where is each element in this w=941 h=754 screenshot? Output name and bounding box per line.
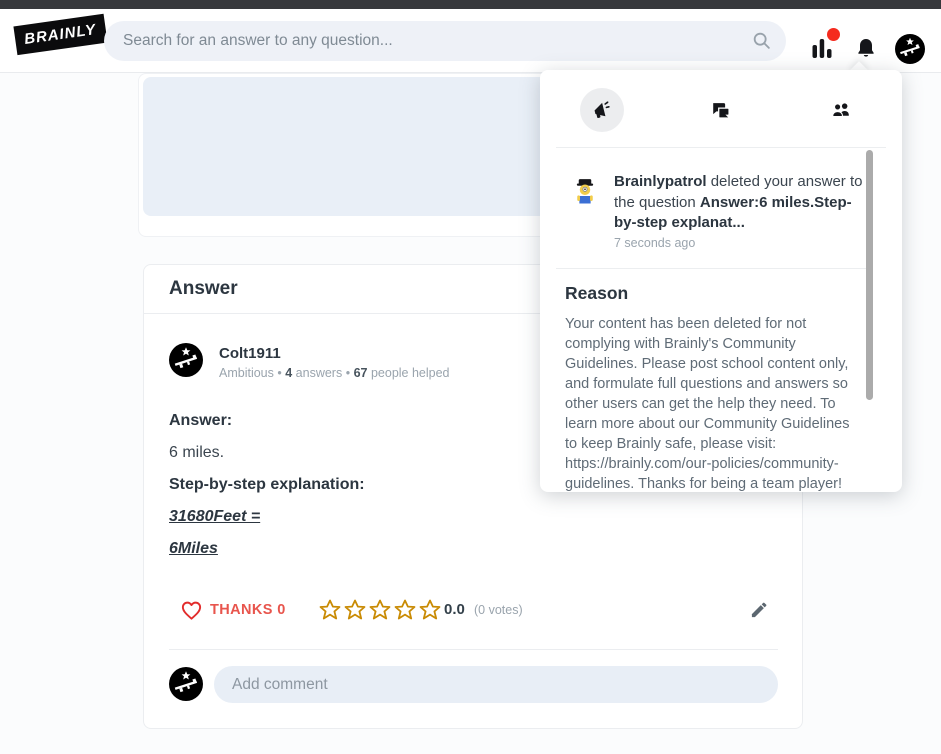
people-icon[interactable] xyxy=(830,99,852,121)
user-avatar[interactable] xyxy=(895,34,925,64)
star-icon[interactable] xyxy=(393,598,417,622)
divider xyxy=(169,649,778,650)
star-icon[interactable] xyxy=(343,598,367,622)
divider xyxy=(556,147,886,148)
notification-timestamp: 7 seconds ago xyxy=(614,236,696,250)
author-helped-count: 67 xyxy=(353,366,368,380)
edit-pencil-icon[interactable] xyxy=(749,600,769,620)
add-comment-box xyxy=(214,666,778,703)
explanation-label: Step-by-step explanation: xyxy=(169,476,365,493)
star-icon[interactable] xyxy=(368,598,392,622)
star-icon[interactable] xyxy=(418,598,442,622)
brainly-logo[interactable] xyxy=(13,14,107,55)
notification-target: Answer:6 miles.Step-by-step explanat... xyxy=(614,193,852,231)
reason-body: Your content has been deleted for not complying with Brainly's Community Guidelines. Please post school content only, and formulate full questions and answers so other users can get the help they need. To learn more about our Community Guidelines to keep Brainly safe, please visit: https://brainly.com/our-policies/community-guidelines. Thanks for being a team player! xyxy=(565,316,850,492)
megaphone-icon[interactable] xyxy=(591,99,613,121)
dot-separator: • xyxy=(277,366,282,380)
thanks-button[interactable]: THANKS 0 xyxy=(210,602,286,618)
author-rank: Ambitious xyxy=(219,366,274,380)
heart-icon[interactable] xyxy=(180,599,203,622)
add-comment-input[interactable] xyxy=(214,666,778,703)
scrollbar-thumb[interactable] xyxy=(866,150,873,400)
author-helped-label: people helped xyxy=(367,366,450,380)
answer-author-username[interactable]: Colt1911 xyxy=(219,345,281,362)
brainlypatrol-avatar xyxy=(570,176,600,206)
notification-user: Brainlypatrol xyxy=(614,173,707,190)
search-bar xyxy=(104,21,786,61)
bell-icon[interactable] xyxy=(854,37,878,61)
explanation-line: 6Miles xyxy=(169,540,218,557)
author-answers-count: 4 xyxy=(285,366,293,380)
search-icon[interactable] xyxy=(751,30,773,52)
rating-votes: (0 votes) xyxy=(474,603,523,617)
notification-text xyxy=(614,172,866,234)
top-strip xyxy=(0,0,941,9)
star-rating[interactable] xyxy=(318,598,442,622)
answer-card-title: Answer xyxy=(169,278,238,299)
answer-actions-row xyxy=(144,595,802,627)
dot-separator: • xyxy=(345,366,351,380)
rating-value: 0.0 xyxy=(444,601,465,618)
answer-author-stats xyxy=(219,366,450,380)
author-answers-label: answers xyxy=(292,366,346,380)
header xyxy=(0,9,941,73)
star-icon[interactable] xyxy=(318,598,342,622)
chat-icon[interactable] xyxy=(710,99,732,121)
reason-title: Reason xyxy=(565,283,629,303)
answer-label: Answer: xyxy=(169,412,233,429)
explanation-line: 31680Feet = xyxy=(169,508,261,525)
search-input[interactable] xyxy=(104,21,786,61)
notifications-dropdown xyxy=(540,70,902,492)
notification-action: deleted your answer to the question xyxy=(614,173,863,211)
answer-author-avatar[interactable] xyxy=(169,343,203,377)
answer-text: 6 miles. xyxy=(169,444,225,461)
divider xyxy=(556,268,866,269)
brainly-logo-text: BRAINLY xyxy=(23,21,98,48)
comment-user-avatar xyxy=(169,667,203,701)
unread-notification-dot xyxy=(827,28,840,41)
